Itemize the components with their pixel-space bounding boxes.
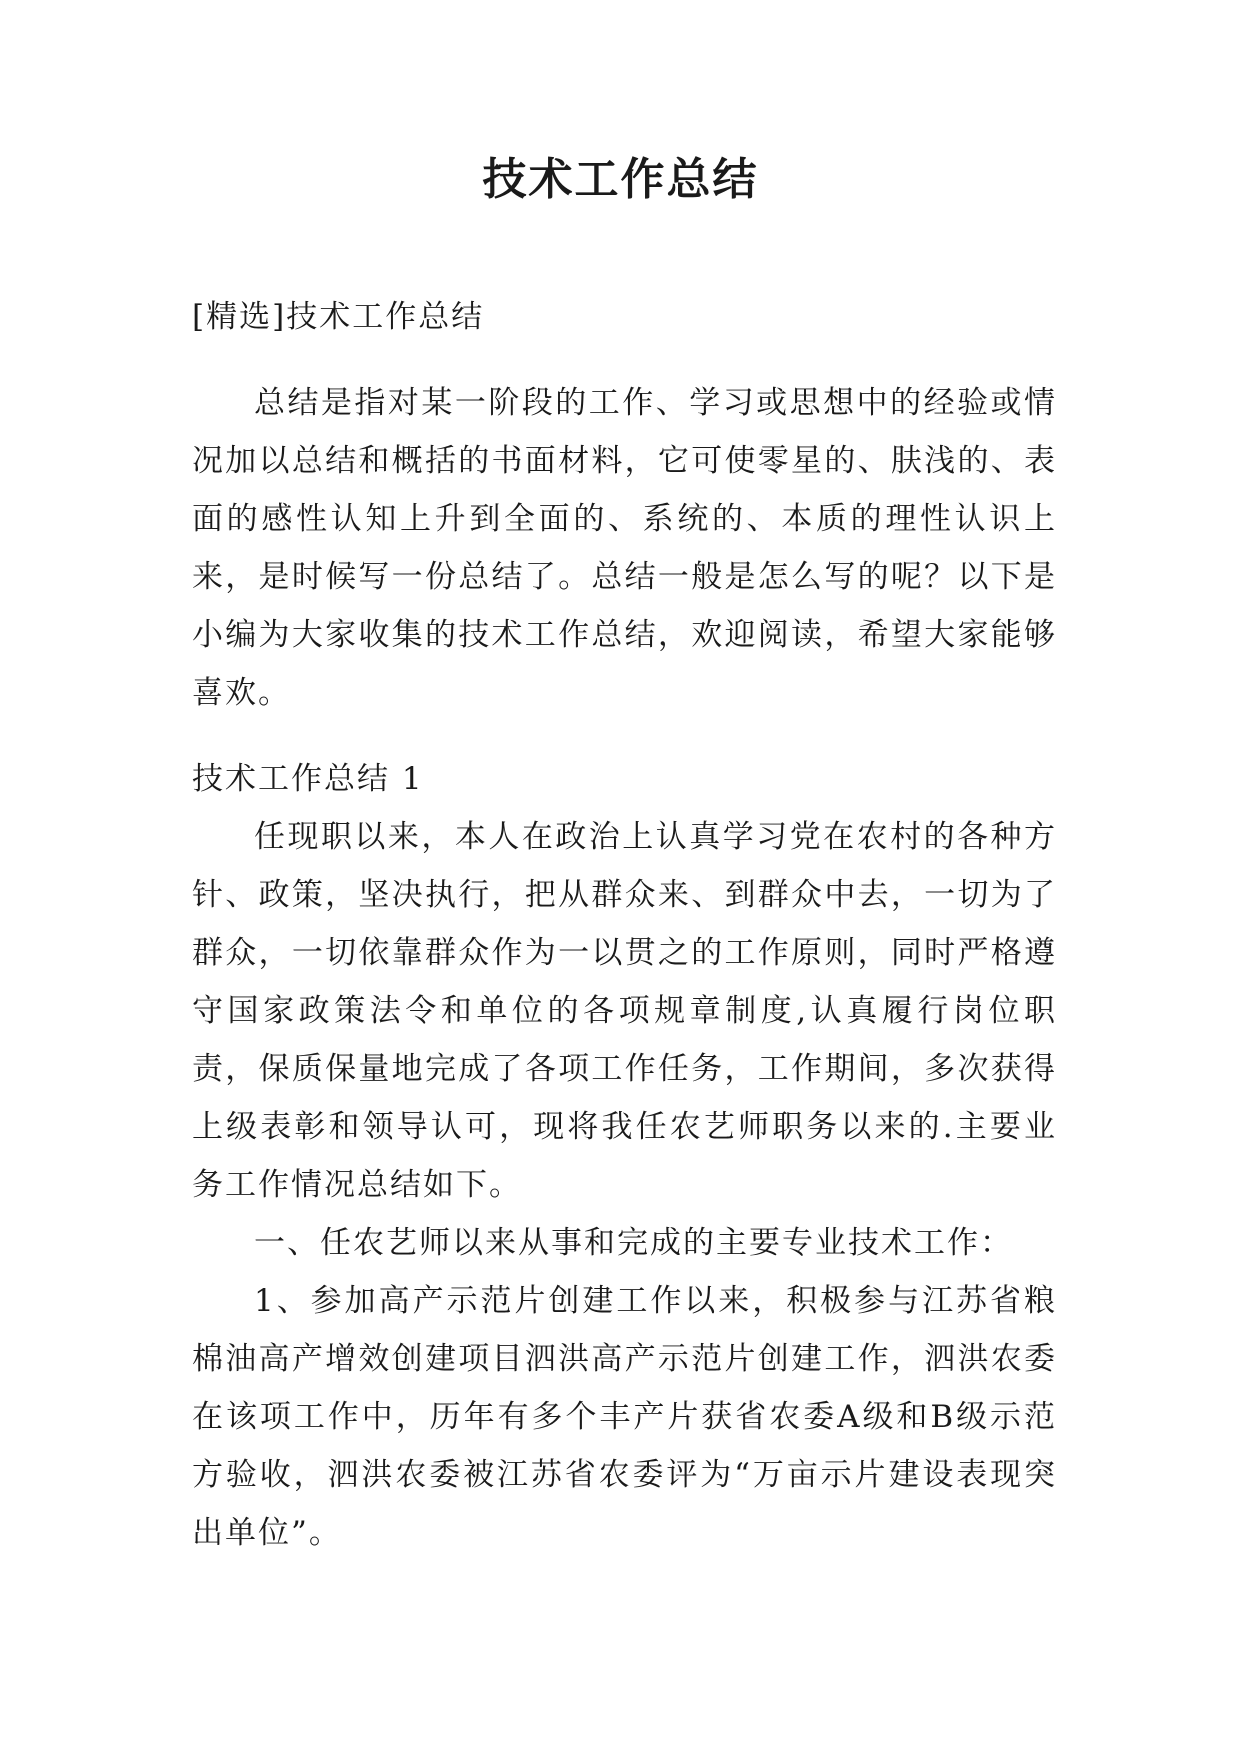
- spacer: [192, 346, 1057, 374]
- spacer: [192, 722, 1057, 750]
- document-title: 技术工作总结: [482, 154, 759, 205]
- body-paragraph-1: 任现职以来，本人在政治上认真学习党在农村的各种方针、政策，坚决执行，把从群众来、到群众中去，一切为了群众，一切依靠群众作为一以贯之的工作原则，同时严格遵守国家政策法令和单位的各项规章制度,认真履行岗位职责，保质保量地完成了各项工作任务，工作期间，多次获得上级表彰和领导认可，现将我任农艺师职务以来的.主要业务工作情况总结如下。: [192, 819, 1057, 1203]
- body-paragraph-3: 1、参加高产示范片创建工作以来，积极参与江苏省粮棉油高产增效创建项目泗洪高产示范片创建工作，泗洪农委在该项工作中，历年有多个丰产片获省农委A级和B级示范方验收，泗洪农委被江苏省农委评为“万亩示片建设表现突出单位”。: [192, 1283, 1057, 1551]
- intro-paragraph: 总结是指对某一阶段的工作、学习或思想中的经验或情况加以总结和概括的书面材料，它可使零星的、肤浅的、表面的感性认知上升到全面的、系统的、本质的理性认识上来，是时候写一份总结了。总结一般是怎么写的呢？以下是小编为大家收集的技术工作总结，欢迎阅读，希望大家能够喜欢。: [192, 385, 1057, 711]
- body-paragraph-2: 一、任农艺师以来从事和完成的主要专业技术工作：: [254, 1225, 1013, 1261]
- document-body: [192, 288, 1057, 1562]
- document-subtitle: [精选]技术工作总结: [192, 299, 485, 335]
- section-heading: 技术工作总结 1: [192, 761, 424, 797]
